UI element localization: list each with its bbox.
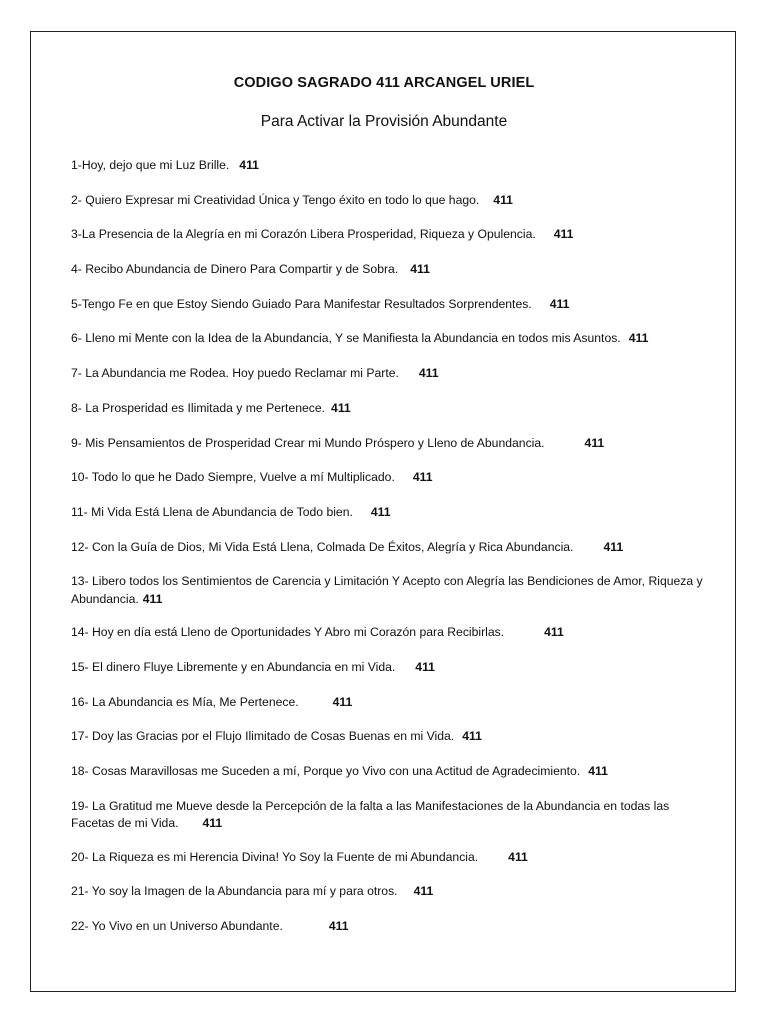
list-item — [71, 192, 711, 210]
sacred-code: 411 — [584, 435, 605, 450]
affirmation-text: 20- La Riqueza es mi Herencia Divina! Yo Soy la Fuente de mi Abundancia. — [71, 849, 479, 864]
sacred-code: 411 — [142, 591, 163, 606]
sacred-code: 411 — [202, 816, 223, 831]
list-item — [71, 728, 711, 746]
affirmation-text: 12- Con la Guía de Dios, Mi Vida Está Llena, Colmada De Éxitos, Alegría y Rica Abundancia. — [71, 539, 574, 554]
sacred-code: 411 — [603, 539, 624, 554]
affirmation-text: 7- La Abundancia me Rodea. Hoy puedo Reclamar mi Parte. — [71, 366, 399, 381]
sacred-code: 411 — [553, 227, 574, 242]
sacred-code: 411 — [410, 262, 430, 277]
document-subtitle: Para Activar la Provisión Abundante — [260, 113, 508, 130]
list-item — [71, 624, 711, 642]
sacred-code: 411 — [370, 504, 391, 519]
list-item — [71, 157, 711, 175]
affirmation-text: 5-Tengo Fe en que Estoy Siendo Guiado Para Manifestar Resultados Sorprendentes. — [71, 296, 532, 311]
affirmation-text: 9- Mis Pensamientos de Prosperidad Crear mi Mundo Próspero y Lleno de Abundancia. — [71, 435, 545, 450]
list-item — [71, 226, 711, 244]
list-item — [71, 504, 711, 522]
sacred-code: 411 — [493, 192, 513, 207]
list-item — [71, 400, 711, 418]
list-item — [71, 261, 711, 279]
affirmation-text: 10- Todo lo que he Dado Siempre, Vuelve a mí Multiplicado. — [71, 470, 395, 485]
sacred-code: 411 — [588, 764, 608, 778]
sacred-code: 411 — [628, 331, 649, 346]
affirmation-text: 14- Hoy en día está Lleno de Oportunidades Y Abro mi Corazón para Recibirlas. — [71, 625, 505, 640]
sacred-code: 411 — [549, 296, 570, 311]
list-item — [71, 798, 711, 833]
affirmation-text: 8- La Prosperidad es Ilimitada y me Pertenece. — [71, 400, 326, 415]
affirmation-text: 11- Mi Vida Está Llena de Abundancia de Todo bien. — [71, 504, 353, 519]
affirmation-text: 4- Recibo Abundancia de Dinero Para Compartir y de Sobra. — [71, 262, 399, 277]
list-item — [71, 918, 711, 936]
sacred-code: 411 — [332, 694, 353, 709]
affirmation-text: 13- Libero todos los Sentimientos de Carencia y Limitación Y Acepto con Alegría las Bendiciones de Amor, Riqueza y Abundancia. — [71, 574, 703, 606]
sacred-code: 411 — [462, 729, 482, 744]
sacred-code: 411 — [328, 919, 349, 934]
sacred-code: 411 — [418, 366, 439, 381]
list-item — [71, 573, 711, 608]
list-item — [71, 694, 711, 712]
affirmation-text: 1-Hoy, dejo que mi Luz Brille. — [71, 158, 230, 172]
affirmation-text: 18- Cosas Maravillosas me Suceden a mí, Porque yo Vivo con una Actitud de Agradecimiento. — [71, 764, 581, 778]
sacred-code: 411 — [239, 158, 259, 172]
sacred-code: 411 — [508, 849, 528, 864]
affirmation-text: 2- Quiero Expresar mi Creatividad Única y Tengo éxito en todo lo que hago. — [71, 192, 480, 207]
affirmation-text: 19- La Gratitud me Mueve desde la Percepción de la falta a las Manifestaciones de la Abundancia en todas las Facetas de mi Vida. — [71, 798, 670, 831]
sacred-code: 411 — [413, 884, 434, 899]
affirmation-text: 16- La Abundancia es Mía, Me Pertenece. — [71, 694, 299, 709]
list-item — [71, 659, 711, 677]
list-item — [71, 469, 711, 487]
sacred-code: 411 — [415, 659, 435, 674]
sacred-code: 411 — [331, 400, 351, 415]
affirmation-text: 3-La Presencia de la Alegría en mi Corazón Libera Prosperidad, Riqueza y Opulencia. — [71, 227, 536, 242]
affirmation-text: 6- Lleno mi Mente con la Idea de la Abundancia, Y se Manifiesta la Abundancia en todos mis Asuntos. — [71, 331, 621, 346]
document-title: CODIGO SAGRADO 411 ARCANGEL URIEL — [233, 75, 535, 91]
sacred-code: 411 — [544, 625, 564, 640]
list-item — [71, 435, 711, 453]
list-item — [71, 296, 711, 314]
list-item — [71, 330, 711, 348]
affirmation-text: 21- Yo soy la Imagen de la Abundancia para mí y para otros. — [71, 884, 398, 899]
list-item — [71, 539, 711, 557]
list-item — [71, 763, 711, 781]
sacred-code: 411 — [412, 470, 433, 485]
affirmation-list — [71, 157, 711, 953]
list-item — [71, 365, 711, 383]
affirmation-text: 22- Yo Vivo en un Universo Abundante. — [71, 919, 283, 934]
affirmation-text: 17- Doy las Gracias por el Flujo Ilimitado de Cosas Buenas en mi Vida. — [71, 729, 455, 744]
list-item — [71, 849, 711, 867]
list-item — [71, 883, 711, 901]
affirmation-text: 15- El dinero Fluye Libremente y en Abundancia en mi Vida. — [71, 659, 396, 674]
